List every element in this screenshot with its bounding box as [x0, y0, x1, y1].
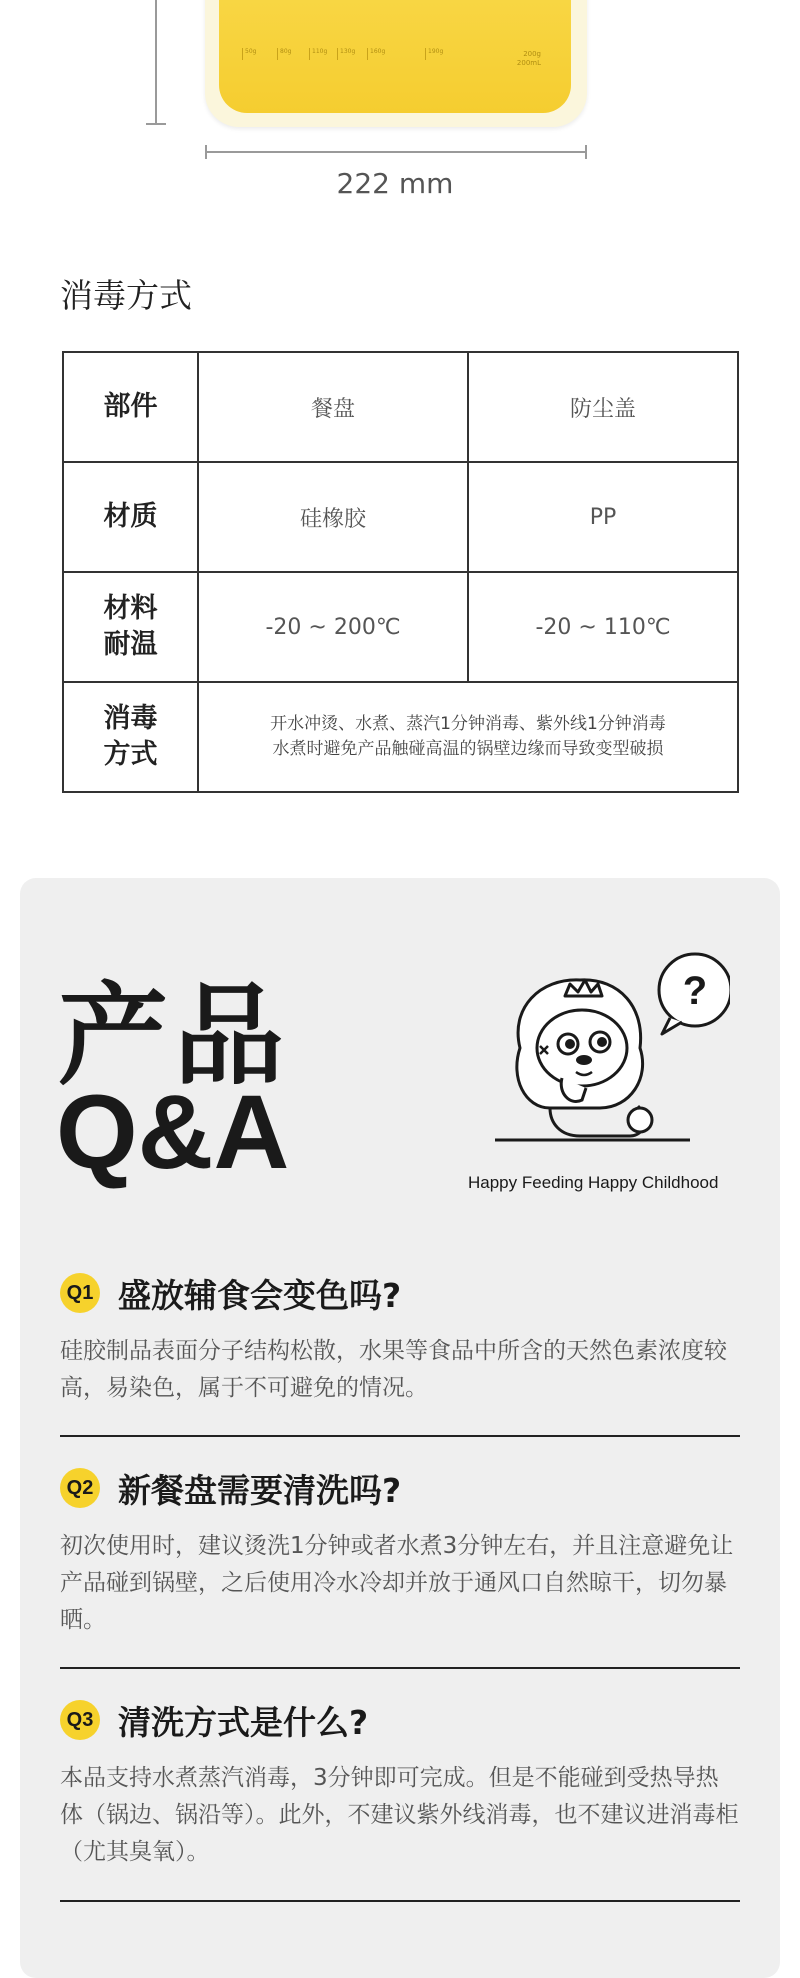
scale-tick: [242, 48, 243, 60]
svg-text:?: ?: [682, 969, 708, 1013]
scale-capacity-text: 200g 200mL: [516, 50, 541, 67]
question-badge: Q3: [60, 1700, 100, 1740]
table-cell: 餐盘: [198, 352, 468, 462]
scale-tick: [367, 48, 368, 60]
scale-tick-label: 50g: [245, 48, 257, 55]
row-header: 部件: [63, 352, 198, 462]
method-line: 开水冲烫、水煮、蒸汽1分钟消毒、紫外线1分钟消毒: [270, 714, 666, 734]
question-text: 新餐盘需要清洗吗?: [118, 1471, 402, 1510]
section-title: 消毒方式: [60, 276, 192, 315]
table-cell-method: [198, 682, 738, 792]
scale-tick: [309, 48, 310, 60]
product-illustration: [0, 0, 800, 210]
question-badge: Q1: [60, 1273, 100, 1313]
row-header: [63, 572, 198, 682]
answer-text: 本品支持水煮蒸汽消毒，3分钟即可完成。但是不能碰到受热导热体（锅边、锅沿等）。此外，不建议紫外线消毒，也不建议进消毒柜（尤其臭氧）。: [60, 1765, 739, 1865]
tray-image: [205, 0, 587, 127]
table-row: [63, 352, 738, 462]
scale-tick-label: 130g: [340, 48, 356, 55]
width-dimension-label: 222 mm: [336, 167, 454, 200]
table-cell: 硅橡胶: [198, 462, 468, 572]
row-header: 材质: [63, 462, 198, 572]
row-header-line: 耐温: [103, 629, 158, 660]
question-text: 清洗方式是什么?: [118, 1703, 369, 1742]
answer-text: 硅胶制品表面分子结构松散，水果等食品中所含的天然色素浓度较高，易染色，属于不可避免的情况。: [60, 1338, 727, 1401]
width-dimension-line: [205, 151, 587, 153]
table-row: [63, 462, 738, 572]
tray-inner: [219, 0, 571, 113]
scale-tick-label: 80g: [280, 48, 292, 55]
question-badge: Q2: [60, 1468, 100, 1508]
row-header-line: 方式: [103, 739, 158, 770]
disinfection-table: [62, 351, 739, 793]
question-text: 盛放辅食会变色吗?: [118, 1276, 402, 1315]
table-cell: -20 ~ 110℃: [468, 572, 738, 682]
width-dimension-cap-right: [585, 145, 587, 159]
scale-tick-label: 190g: [428, 48, 444, 55]
scale-tick: [277, 48, 278, 60]
tagline: Happy Feeding Happy Childhood: [468, 1173, 719, 1192]
table-cell: PP: [468, 462, 738, 572]
scale-tick: [337, 48, 338, 60]
tray-measurement-scale: [237, 48, 547, 78]
scale-tick-label: 110g: [312, 48, 328, 55]
method-line: 水煮时避免产品触碰高温的锅壁边缘而导致变型破损: [272, 739, 664, 759]
table-row: [63, 682, 738, 792]
qa-divider: [60, 1667, 740, 1669]
row-header-line: 材料: [103, 593, 158, 624]
table-row: [63, 572, 738, 682]
qa-divider: [60, 1435, 740, 1437]
table-cell: 防尘盖: [468, 352, 738, 462]
scale-tick: [425, 48, 426, 60]
question-bubble-icon: [659, 954, 730, 1034]
height-dimension-line: [155, 0, 157, 125]
height-dimension-cap: [146, 123, 166, 125]
row-header: [63, 682, 198, 792]
width-dimension-cap-left: [205, 145, 207, 159]
row-header-line: 消毒: [103, 703, 158, 734]
table-cell: -20 ~ 200℃: [198, 572, 468, 682]
scale-tick-label: 160g: [370, 48, 386, 55]
qa-title-en: Q&A: [56, 1074, 290, 1191]
qa-panel: [20, 878, 780, 1978]
answer-text: 初次使用时，建议烫洗1分钟或者水煮3分钟左右，并且注意避免让产品碰到锅壁，之后使用冷水冷却并放于通风口自然晾干，切勿暴晒。: [60, 1533, 734, 1633]
mascot-lion-illustration: [490, 948, 730, 1148]
qa-divider: [60, 1900, 740, 1902]
qa-title-cn: 产品: [58, 972, 290, 1100]
